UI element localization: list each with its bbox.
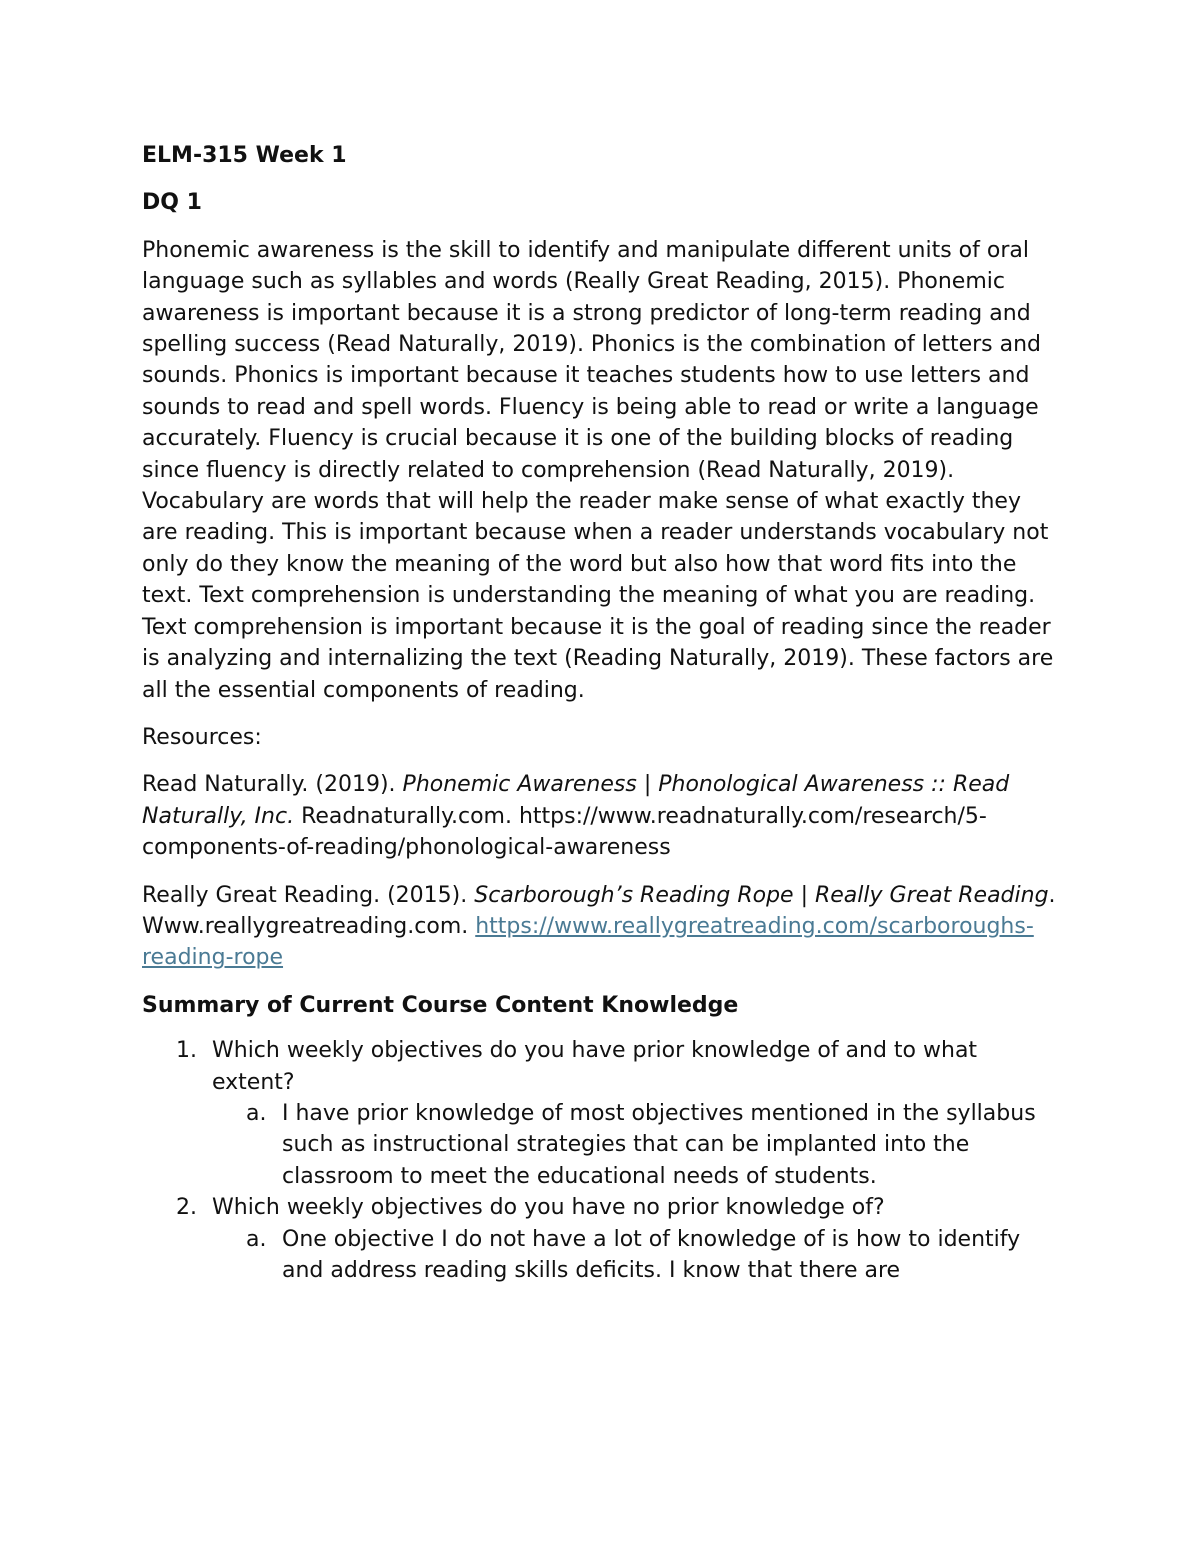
question-text: Which weekly objectives do you have prior knowledge of and to what extent? bbox=[212, 1038, 978, 1095]
answer-text: One objective I do not have a lot of knowledge of is how to identify and address reading skills deficits. I know that there are bbox=[282, 1226, 1021, 1283]
reference-really-great-reading bbox=[142, 880, 1062, 974]
answer-text: I have prior knowledge of most objectives mentioned in the syllabus such as instructional strategies that can be implanted into the classroom to meet the educational needs of students. bbox=[282, 1100, 1036, 1189]
answer-list bbox=[212, 1098, 1062, 1192]
reference-author-year: Read Naturally. (2019). bbox=[142, 772, 403, 798]
question-item bbox=[142, 1035, 1062, 1192]
reference-link[interactable]: https://www.reallygreatreading.com/scarboroughs-reading-rope bbox=[142, 913, 1034, 971]
question-item bbox=[142, 1192, 1062, 1286]
document-title: ELM-315 Week 1 bbox=[142, 143, 347, 168]
answer-item bbox=[212, 1098, 1062, 1192]
reference-url: https://www.readnaturally.com/research/5-components-of-reading/phonological-awareness bbox=[142, 803, 987, 861]
summary-heading: Summary of Current Course Content Knowledge bbox=[142, 992, 739, 1018]
reference-read-naturally bbox=[142, 769, 1062, 863]
question-number: 2. bbox=[176, 1195, 197, 1221]
document-content bbox=[142, 140, 1062, 1286]
discussion-question-heading: DQ 1 bbox=[142, 190, 202, 216]
reference-title: Phonemic Awareness | Phonological Awareness :: Read Naturally, Inc. bbox=[142, 772, 1010, 829]
answer-letter: a. bbox=[246, 1226, 267, 1252]
reference-site: . Www.reallygreatreading.com. bbox=[142, 882, 1056, 939]
reference-title: Scarborough’s Reading Rope | Really Great Reading bbox=[474, 882, 1049, 908]
question-list bbox=[142, 1035, 1062, 1286]
answer-letter: a. bbox=[246, 1100, 267, 1126]
answer-item bbox=[212, 1224, 1062, 1287]
reference-author-year: Really Great Reading. (2015). bbox=[142, 882, 475, 908]
question-text: Which weekly objectives do you have no prior knowledge of? bbox=[212, 1195, 885, 1221]
body-paragraph: Phonemic awareness is the skill to identify and manipulate different units of oral language such as syllables and words (Really Great Reading, 2015). Phonemic awareness is important because it is a strong predictor of long-term reading and spelling success (Read Naturally, 2019). Phonics is the combination of letters and sounds. Phonics is important because it teaches students how to use letters and sounds to read and spell words. Fluency is being able to read or write a language accurately. Fluency is crucial because it is one of the building blocks of reading since fluency is directly related to comprehension (Read Naturally, 2019). Vocabulary are words that will help the reader make sense of what exactly they are reading. This is important because when a reader understands vocabulary not only do they know the meaning of the word but also how that word fits into the text. Text comprehension is understanding the meaning of what you are reading. Text comprehension is important because it is the goal of reading since the reader is analyzing and internalizing the text (Reading Naturally, 2019). These factors are all the essential components of reading. bbox=[142, 237, 1054, 703]
answer-list bbox=[212, 1224, 1062, 1287]
question-number: 1. bbox=[176, 1038, 197, 1064]
reference-site: Readnaturally.com. bbox=[294, 803, 519, 829]
resources-label: Resources: bbox=[142, 724, 262, 750]
